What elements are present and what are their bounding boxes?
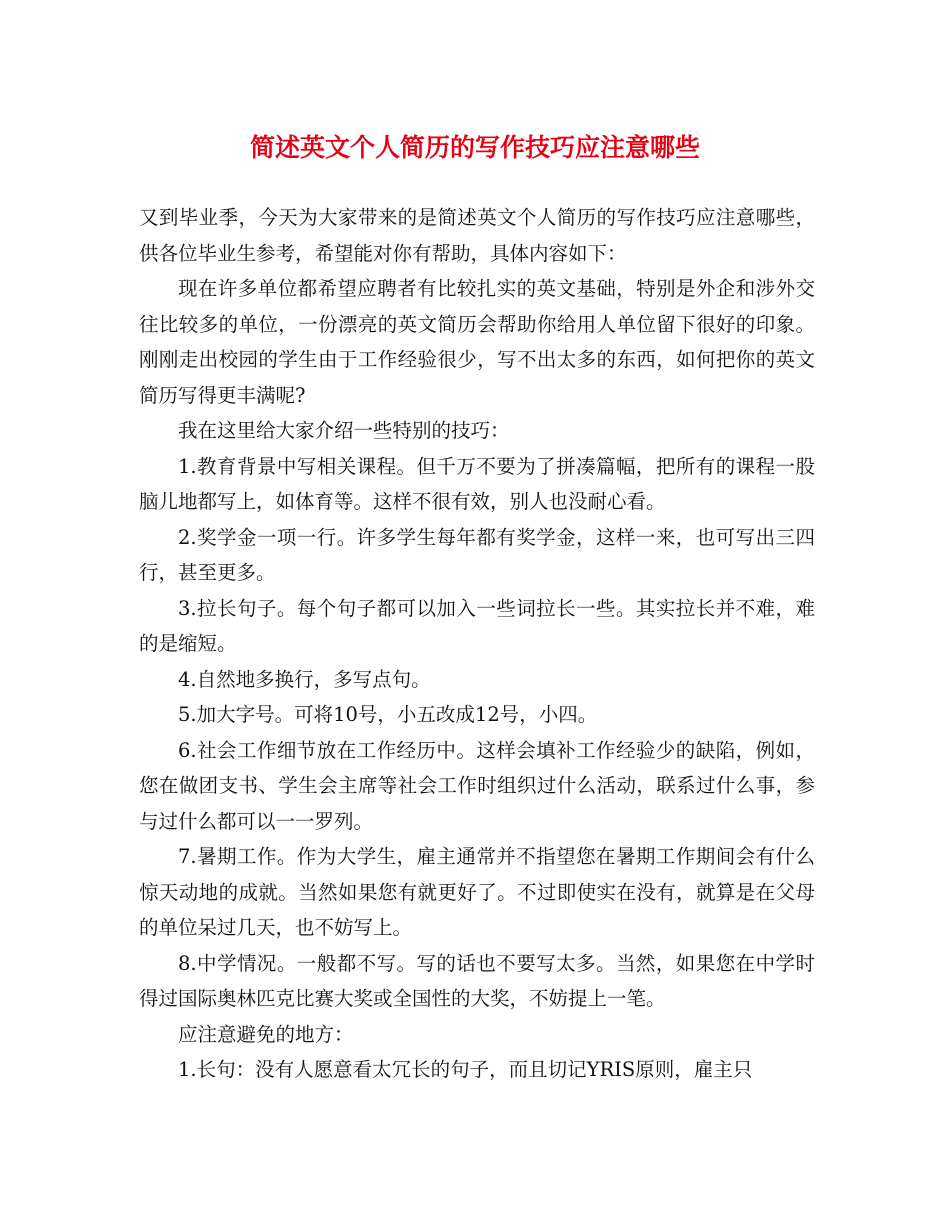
tip-6-paragraph: 6.社会工作细节放在工作经历中。这样会填补工作经验少的缺陷，例如，您在做团支书、学生会主席等社会工作时组织过什么活动，联系过什么事，参与过什么都可以一一罗列。 <box>139 738 815 833</box>
tip-3-paragraph: 3.拉长句子。每个句子都可以加入一些词拉长一些。其实拉长并不难，难的是缩短。 <box>139 596 815 655</box>
tip-2-paragraph: 2.奖学金一项一行。许多学生每年都有奖学金，这样一来，也可写出三四行，甚至更多。 <box>139 525 815 584</box>
tip-7-paragraph: 7.暑期工作。作为大学生，雇主通常并不指望您在暑期工作期间会有什么惊天动地的成就。当然如果您有就更好了。不过即使实在没有，就算是在父母的单位呆过几天，也不妨写上。 <box>139 845 815 939</box>
avoid-heading-paragraph: 应注意避免的地方： <box>178 1022 354 1046</box>
tips-intro-paragraph: 我在这里给大家介绍一些特别的技巧： <box>178 419 510 442</box>
document-title: 简述英文个人简历的写作技巧应注意哪些 <box>249 133 700 162</box>
tip-8-paragraph: 8.中学情况。一般都不写。写的话也不要写太多。当然，如果您在中学时得过国际奥林匹克比赛大奖或全国性的大奖，不妨提上一笔。 <box>139 951 815 1010</box>
intro-paragraph: 又到毕业季，今天为大家带来的是简述英文个人简历的写作技巧应注意哪些，供各位毕业生参考，希望能对你有帮助，具体内容如下： <box>139 206 815 265</box>
tip-4-paragraph: 4.自然地多换行，多写点句。 <box>178 667 431 691</box>
document-body <box>139 200 815 1088</box>
tip-5-paragraph: 5.加大字号。可将10号，小五改成12号，小四。 <box>178 703 598 726</box>
context-paragraph: 现在许多单位都希望应聘者有比较扎实的英文基础，特别是外企和涉外交往比较多的单位，一份漂亮的英文简历会帮助你给用人单位留下很好的印象。刚刚走出校园的学生由于工作经验很少，写不出太多的东西，如何把你的英文简历写得更丰满呢? <box>139 277 815 407</box>
avoid-1-paragraph: 1.长句：没有人愿意看太冗长的句子，而且切记YRIS原则，雇主只 <box>178 1058 753 1081</box>
tip-1-paragraph: 1.教育背景中写相关课程。但千万不要为了拼凑篇幅，把所有的课程一股脑儿地都写上，如体育等。这样不很有效，别人也没耐心看。 <box>139 454 815 513</box>
